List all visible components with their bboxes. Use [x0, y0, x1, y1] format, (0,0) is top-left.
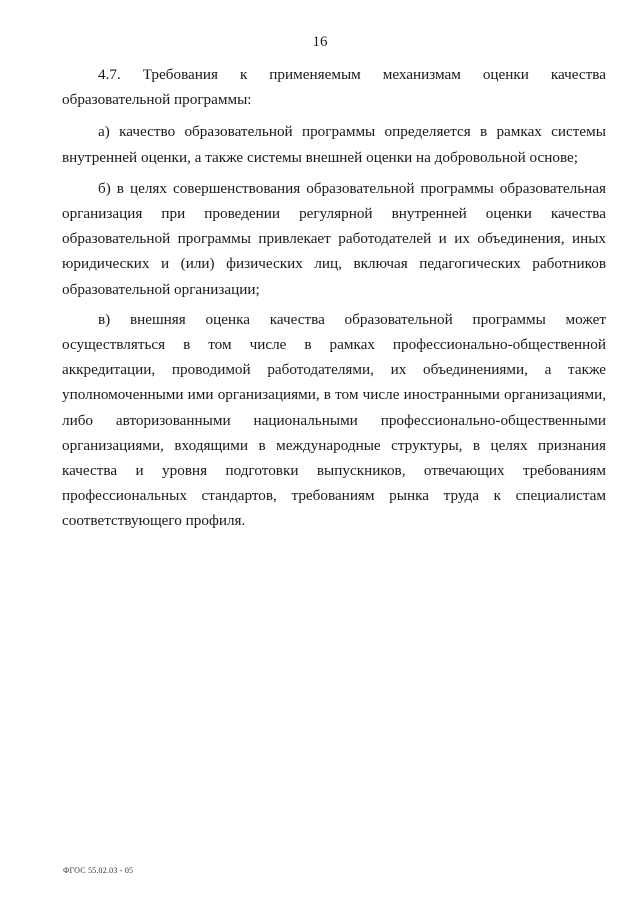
page-number: 16 [312, 34, 328, 50]
footer-document-code: ФГОС 55.02.03 - 05 [63, 866, 134, 875]
paragraph-item-b: б) в целях совершенствования образовательной программы образовательная организация при проведении регулярной внутренней оценки качества образовательной программы привлекает работодателей и их объединения, иных юридических и (или) физических лиц, включая педагогических работников образовательной организации; [62, 179, 606, 298]
paragraph-item-a: а) качество образовательной программы определяется в рамках системы внутренней оценки, а также системы внешней оценки на добровольной основе; [62, 123, 606, 166]
paragraph-item-c: в) внешняя оценка качества образовательной программы может осуществляться в том числе в рамках профессионально-общественной аккредитации, проводимой работодателями, их объединениями, а также уполномоченными ими организациями, в том числе иностранными организациями, либо авторизованными национальными профессионально-общественными организациями, входящими в международные структуры, в целях признания качества и уровня подготовки выпускников, отвечающих требованиям профессиональных стандартов, требованиям рынка труда к специалистам соответствующего профиля. [62, 310, 606, 530]
section-heading-4-7: 4.7. Требования к применяемым механизмам оценки качества образовательной программы: [62, 66, 606, 109]
document-body [62, 62, 606, 534]
